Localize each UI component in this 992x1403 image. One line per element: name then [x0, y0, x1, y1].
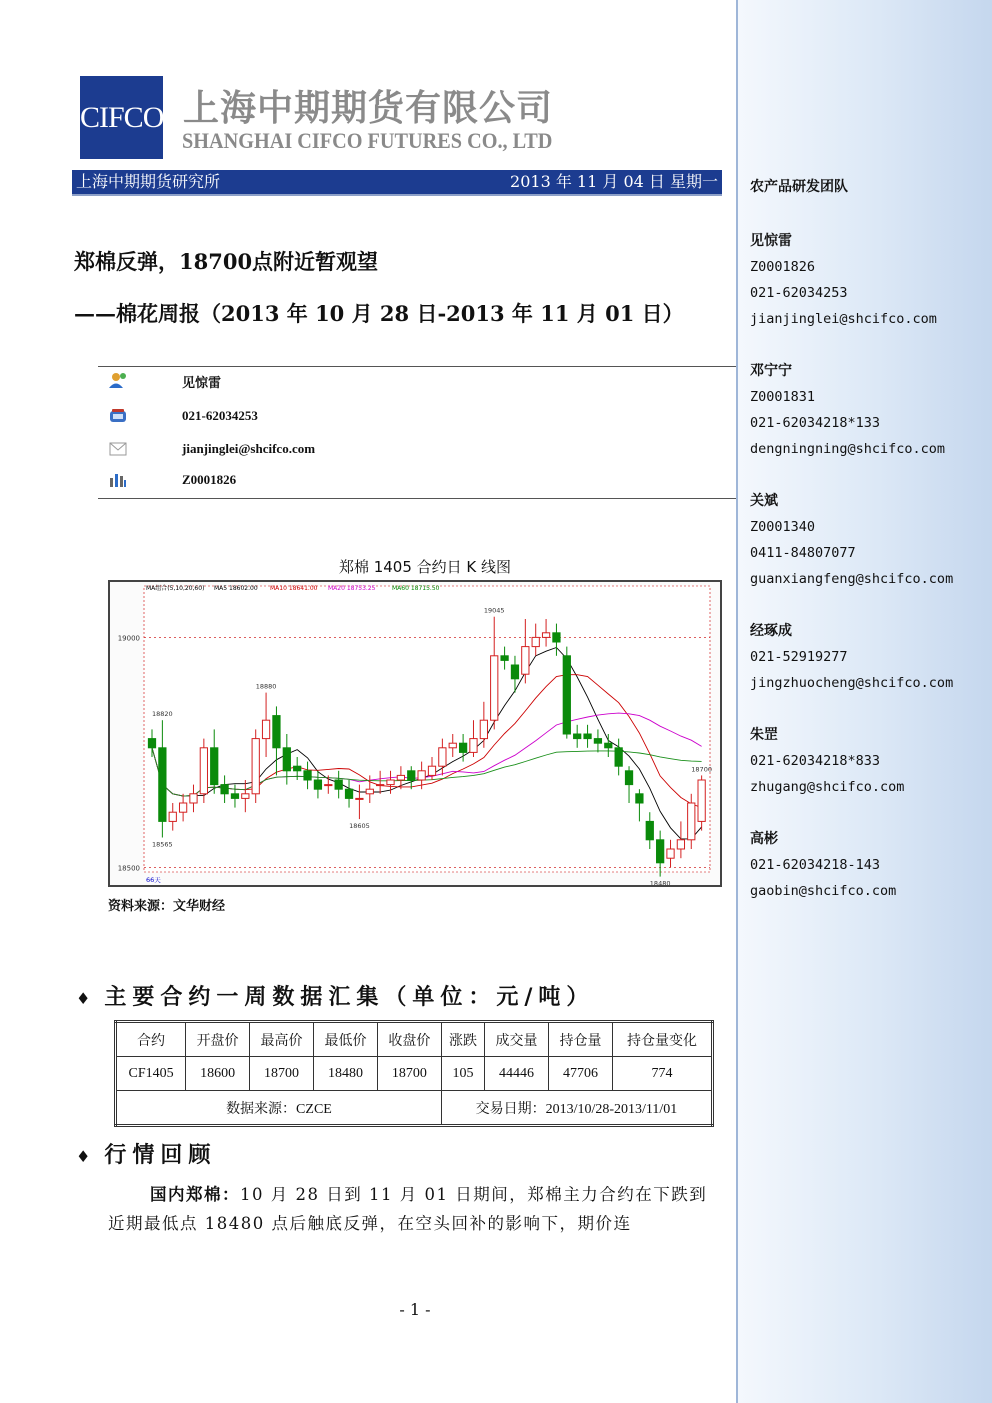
candle-body	[273, 716, 280, 748]
table-header-cell: 涨跌	[441, 1022, 484, 1057]
y-tick-label: 19000	[117, 634, 140, 643]
phone-icon	[108, 408, 128, 424]
legend-label: MA10 18641.00	[270, 585, 318, 592]
section-market-review-title: 行情回顾	[104, 1142, 217, 1168]
table-cell: 44446	[485, 1057, 549, 1091]
contact-email[interactable]: dengningning@shcifco.com	[750, 441, 946, 457]
candle-body	[605, 743, 612, 748]
contact-detail: 021-62034218-143	[750, 857, 881, 873]
sidebar-contact	[750, 722, 904, 800]
price-annotation: 18565	[152, 840, 173, 849]
candle-body	[325, 785, 332, 786]
candle-body	[636, 794, 643, 803]
candle-body	[211, 748, 218, 785]
price-annotation: 19045	[483, 606, 505, 615]
candle-body	[418, 771, 425, 780]
candle-body	[283, 748, 290, 771]
kline-chart	[108, 580, 722, 887]
candle-body	[677, 840, 684, 849]
contact-detail: 021-62034218*133	[750, 415, 881, 431]
contact-detail: 021-62034253	[750, 285, 848, 301]
candle-body	[594, 739, 601, 744]
author-name: 见惊雷	[182, 375, 222, 390]
candle-body	[179, 803, 186, 812]
page-number: - 1 -	[399, 1300, 431, 1319]
author-phone: 021-62034253	[182, 408, 258, 423]
candle-body	[480, 720, 487, 738]
contact-name: 高彬	[750, 831, 778, 847]
candle-body	[314, 780, 321, 789]
candle-body	[387, 780, 394, 785]
price-annotation: 18480	[649, 879, 671, 885]
candle-body	[584, 734, 591, 739]
candle-body	[190, 794, 197, 803]
sidebar-contact	[750, 358, 945, 462]
table-cell: 18600	[186, 1057, 250, 1091]
contact-detail: Z0001826	[750, 259, 816, 275]
candle-body	[428, 766, 435, 775]
candle-body	[501, 656, 508, 661]
table-cell: CF1405	[116, 1057, 186, 1091]
contact-name: 见惊雷	[750, 233, 792, 249]
contact-name: 邓宁宁	[750, 363, 792, 379]
contact-email[interactable]: zhugang@shcifco.com	[750, 779, 905, 795]
contact-name: 朱罡	[750, 727, 778, 743]
price-annotation: 18700	[691, 765, 712, 774]
section-weekly-data	[76, 980, 594, 1011]
candle-body	[169, 812, 176, 821]
candle-body	[449, 743, 456, 748]
sidebar-team-title: 农产品研发团队	[750, 179, 848, 195]
sidebar-contact	[750, 488, 953, 592]
candle-body	[459, 743, 466, 752]
candle-body	[252, 739, 259, 794]
candle-body	[231, 794, 238, 799]
diamond-bullet-icon: ♦	[76, 1147, 91, 1166]
legend-label: MA60 18715.50	[392, 585, 440, 592]
candle-body	[657, 840, 664, 863]
table-header-cell: 成交量	[485, 1022, 549, 1057]
candle-body	[563, 656, 570, 734]
candle-body	[615, 748, 622, 766]
contact-email[interactable]: guanxiangfeng@shcifco.com	[750, 571, 954, 587]
candle-body	[542, 633, 549, 638]
header-banner	[72, 170, 722, 196]
candle-body	[366, 789, 373, 794]
candle-body	[667, 849, 674, 858]
table-header-cell: 持仓量	[548, 1022, 612, 1057]
candle-body	[242, 794, 249, 799]
candle-body	[221, 785, 228, 794]
kline-chart-svg	[110, 582, 720, 885]
author-bottom-rule	[98, 498, 736, 499]
legend-label: MA20 18753.25	[328, 585, 376, 592]
candle-body	[377, 785, 384, 786]
candle-body	[532, 637, 539, 646]
candle-body	[698, 780, 705, 821]
candle-body	[439, 748, 446, 766]
sidebar-contact	[750, 228, 937, 332]
contact-detail: 021-52919277	[750, 649, 848, 665]
contact-email[interactable]: jingzhuocheng@shcifco.com	[750, 675, 954, 691]
paragraph-text: 10 月 28 日到 11 月 01 日期间，郑棉主力合约在下跌到近期最低点 18480 点后触底反弹，在空头回补的影响下，期价连	[108, 1185, 708, 1233]
candle-body	[574, 734, 581, 739]
table-header-cell: 开盘价	[186, 1022, 250, 1057]
candle-body	[148, 739, 155, 748]
logo-abbr: CIFCO	[80, 101, 164, 134]
table-cell: 47706	[548, 1057, 612, 1091]
table-footer-row	[116, 1091, 713, 1126]
table-data-source: 数据来源：CZCE	[116, 1091, 442, 1126]
candle-body	[262, 720, 269, 738]
legend-label: MA5 18602.00	[214, 585, 258, 592]
table-row	[116, 1057, 713, 1091]
table-trade-dates: 交易日期：2013/10/28-2013/11/01	[441, 1091, 712, 1126]
contact-detail: 021-62034218*833	[750, 753, 881, 769]
contact-email[interactable]: gaobin@shcifco.com	[750, 883, 897, 899]
candle-body	[408, 771, 415, 780]
author-top-rule	[98, 366, 736, 367]
report-title: 郑棉反弹，18700点附近暂观望	[74, 249, 379, 274]
candle-body	[335, 780, 342, 789]
y-tick-label: 18500	[117, 864, 140, 873]
candle-body	[688, 803, 695, 840]
chart-source: 资料来源：文华财经	[108, 899, 226, 914]
candle-body	[345, 789, 352, 798]
table-cell: 18480	[314, 1057, 378, 1091]
contact-detail: 0411-84807077	[750, 545, 856, 561]
sidebar-contact	[750, 618, 953, 696]
candle-body	[356, 798, 363, 799]
sidebar-contact	[750, 826, 896, 904]
table-cell: 105	[441, 1057, 484, 1091]
company-name-en: SHANGHAI CIFCO FUTURES CO., LTD	[182, 128, 553, 153]
price-annotation: 18605	[349, 822, 370, 831]
mail-icon	[108, 441, 128, 457]
candle-body	[646, 821, 653, 839]
price-annotation: 18880	[255, 682, 277, 691]
author-license: Z0001826	[182, 472, 237, 487]
section-weekly-data-title: 主要合约一周数据汇集（单位：元/吨）	[104, 984, 595, 1010]
table-header-cell: 最高价	[250, 1022, 314, 1057]
table-cell: 18700	[377, 1057, 441, 1091]
candle-body	[200, 748, 207, 794]
author-email[interactable]: jianjinglei@shcifco.com	[182, 441, 316, 456]
paragraph-lead: 国内郑棉：	[150, 1185, 240, 1204]
candle-body	[470, 739, 477, 753]
candle-body	[304, 771, 311, 780]
candle-body	[491, 656, 498, 720]
table-header-cell: 最低价	[314, 1022, 378, 1057]
report-subtitle: ——棉花周报（2013 年 10 月 28 日-2013 年 11 月 01 日）	[74, 301, 684, 326]
table-header-cell: 收盘价	[377, 1022, 441, 1057]
contact-name: 经琢成	[750, 623, 792, 639]
candle-body	[511, 665, 518, 679]
contact-detail: Z0001340	[750, 519, 816, 535]
legend-label: MA组合(5,10,20,60)	[146, 585, 205, 592]
candle-body	[553, 633, 560, 642]
company-name-cn: 上海中期期货有限公司	[183, 88, 554, 129]
report-date: 2013 年 11 月 04 日 星期一	[510, 172, 718, 191]
contact-detail: Z0001831	[750, 389, 816, 405]
plot-area	[144, 586, 710, 872]
institute-name: 上海中期期货研究所	[76, 172, 221, 191]
contact-email[interactable]: jianjinglei@shcifco.com	[750, 311, 937, 327]
user-icon	[108, 372, 128, 388]
market-review-paragraph	[108, 1180, 720, 1238]
candle-body	[294, 766, 301, 771]
candle-body	[159, 748, 166, 822]
table-header-cell: 合约	[116, 1022, 186, 1057]
table-cell: 18700	[250, 1057, 314, 1091]
candle-body	[625, 771, 632, 785]
price-annotation: 18820	[152, 710, 173, 719]
section-market-review	[76, 1138, 216, 1169]
table-cell: 774	[613, 1057, 713, 1091]
weekly-data-table	[114, 1020, 714, 1127]
candle-body	[522, 647, 529, 675]
bar-chart-icon	[108, 472, 128, 488]
table-header-cell: 持仓量变化	[613, 1022, 713, 1057]
contact-sidebar	[736, 0, 992, 1403]
company-logo	[80, 76, 163, 159]
chart-title: 郑棉 1405 合约日 K 线图	[338, 558, 512, 576]
days-label: 66天	[146, 876, 161, 884]
table-header-row	[116, 1022, 713, 1057]
contact-name: 关斌	[750, 493, 778, 509]
candle-body	[397, 775, 404, 780]
diamond-bullet-icon: ♦	[76, 989, 91, 1008]
